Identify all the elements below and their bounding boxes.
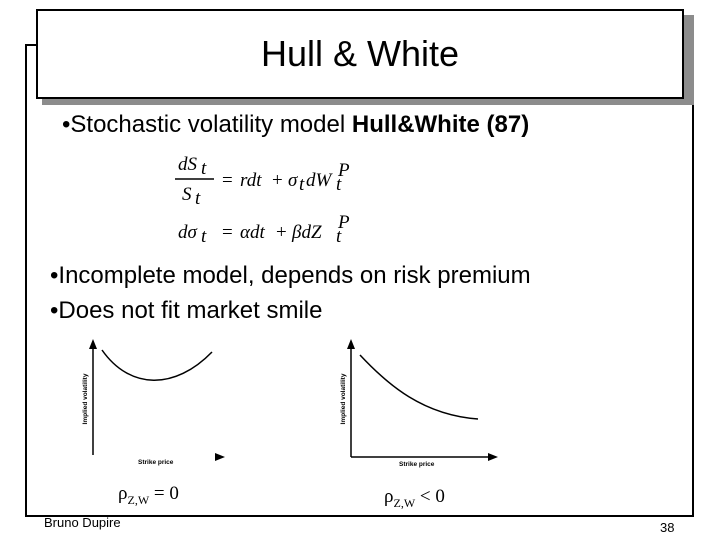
svg-text:t: t: [201, 226, 207, 247]
rho-relation: = 0: [149, 483, 179, 504]
y-axis-arrow: [347, 339, 355, 349]
svg-text:P: P: [338, 160, 350, 181]
eq-ds-numerator: dS: [178, 154, 197, 175]
svg-text:αdt: αdt: [240, 222, 265, 243]
x-axis-arrow: [215, 453, 225, 461]
smile-graph-left: [70, 335, 240, 475]
bullet-not-fit-smile: •Does not fit market smile: [50, 297, 323, 324]
sde-equations: [168, 150, 400, 250]
x-axis-label: Strike price: [138, 459, 174, 466]
svg-text:t: t: [336, 226, 342, 247]
svg-text:σ: σ: [288, 170, 298, 191]
correlation-left: [118, 483, 179, 508]
bullet-text: •Stochastic volatility model: [62, 111, 352, 138]
bullet-bold-text: Hull&White (87): [351, 111, 530, 138]
page-number: 38: [660, 520, 675, 535]
svg-text:=: =: [222, 222, 233, 243]
rho-symbol: ρ: [118, 483, 128, 504]
rho-relation: < 0: [415, 486, 445, 507]
y-axis-label: Implied volatility: [340, 373, 347, 425]
svg-text:=: =: [222, 170, 233, 191]
correlation-right: [384, 486, 445, 511]
rho-symbol: ρ: [384, 486, 394, 507]
rho-subscript: Z,W: [393, 495, 416, 510]
svg-text:t: t: [201, 158, 207, 179]
footer-author: Bruno Dupire: [44, 515, 121, 530]
slide-title: Hull & White: [260, 33, 460, 74]
bullet-incomplete-model: •Incomplete model, depends on risk premium: [50, 262, 531, 289]
svg-text:rdt: rdt: [240, 170, 262, 191]
svg-text:+: +: [272, 170, 283, 191]
skew-graph-right: [328, 335, 508, 475]
eq-dsigma: dσ: [178, 222, 197, 243]
y-axis-label: Implied volatility: [82, 373, 89, 425]
svg-text:t: t: [299, 174, 305, 195]
svg-text:dW: dW: [306, 170, 332, 191]
skew-curve: [360, 355, 478, 419]
y-axis-arrow: [89, 339, 97, 349]
title-box: [36, 9, 684, 99]
svg-text:βdZ: βdZ: [292, 222, 322, 243]
svg-text:P: P: [338, 212, 350, 233]
rho-subscript: Z,W: [127, 492, 150, 507]
svg-text:t: t: [336, 174, 342, 195]
svg-text:t: t: [195, 188, 201, 209]
x-axis-arrow: [488, 453, 498, 461]
svg-text:S: S: [182, 184, 192, 205]
x-axis-label: Strike price: [399, 461, 435, 468]
bullet-stochastic-model: [62, 111, 529, 139]
svg-text:+: +: [276, 222, 287, 243]
smile-curve: [102, 350, 212, 380]
